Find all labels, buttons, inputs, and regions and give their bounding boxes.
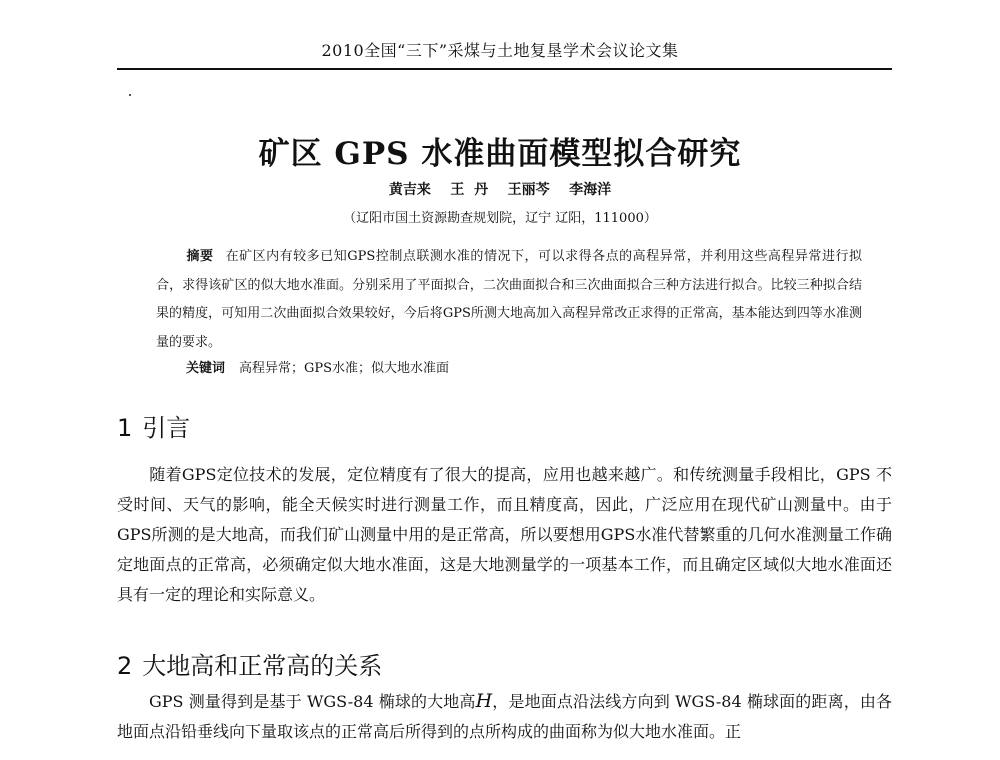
heights-paragraph [117,686,892,747]
section-heading-introduction [117,408,190,443]
introduction-paragraph [117,460,892,610]
paper-authors: 黄吉来 王 丹 王丽芩 李海洋 [388,182,612,198]
section-title: 大地高和正常高的关系 [142,652,383,680]
geodetic-height-symbol: H [475,690,493,712]
paper-title: 矿区 GPS 水准曲面模型拟合研究 [258,136,742,172]
section-number: 2 [117,652,133,680]
abstract-text: 在矿区内有较多已知GPS控制点联测水准的情况下，可以求得各点的高程异常，并利用这些高程异常进行拟合，求得该矿区的似大地水准面。分别采用了平面拟合，二次曲面拟合和三次曲面拟合三种方法进行拟合。比较三种拟合结果的精度，可知用二次曲面拟合效果较好，今后将GPS所测大地高加入高程异常改正求得的正常高，基本能达到四等水准测量的要求。 [156,249,862,350]
paragraph-text-before: GPS 测量得到是基于 WGS-84 椭球的大地高 [149,692,476,711]
paragraph-text: 随着GPS定位技术的发展，定位精度有了很大的提高，应用也越来越广。和传统测量手段相比，GPS 不受时间、天气的影响，能全天候实时进行测量工作，而且精度高，因此，广泛应用在现代矿山测量中。由于GPS所测的是大地高，而我们矿山测量中用的是正常高，所以要想用GPS水准代替繁重的几何水准测量工作确定地面点的正常高，必须确定似大地水准面，这是大地测量学的一项基本工作，而且确定区域似大地水准面还具有一定的理论和实际意义。 [117,465,892,604]
abstract [156,243,862,357]
paper-affiliation: （辽阳市国土资源勘查规划院，辽宁 辽阳，111000） [343,211,657,226]
keywords [186,357,449,376]
scan-speck [129,94,131,96]
section-number: 1 [117,414,133,442]
abstract-label: 摘要 [186,249,214,264]
section-title: 引言 [142,414,191,442]
header-rule [117,68,892,70]
keywords-label: 关键词 [186,361,226,376]
running-header: 2010全国“三下”采煤与土地复垦学术会议论文集 [321,41,679,60]
keywords-text: 高程异常；GPS水准；似大地水准面 [239,361,450,376]
paragraph-text-after: ，是地面点沿法线方向到 WGS-84 椭球面的距离，由各地面点沿铅垂线向下量取该点的正常高后所得到的点所构成的曲面称为似大地水准面。正 [117,692,892,741]
section-heading-heights [117,646,382,681]
